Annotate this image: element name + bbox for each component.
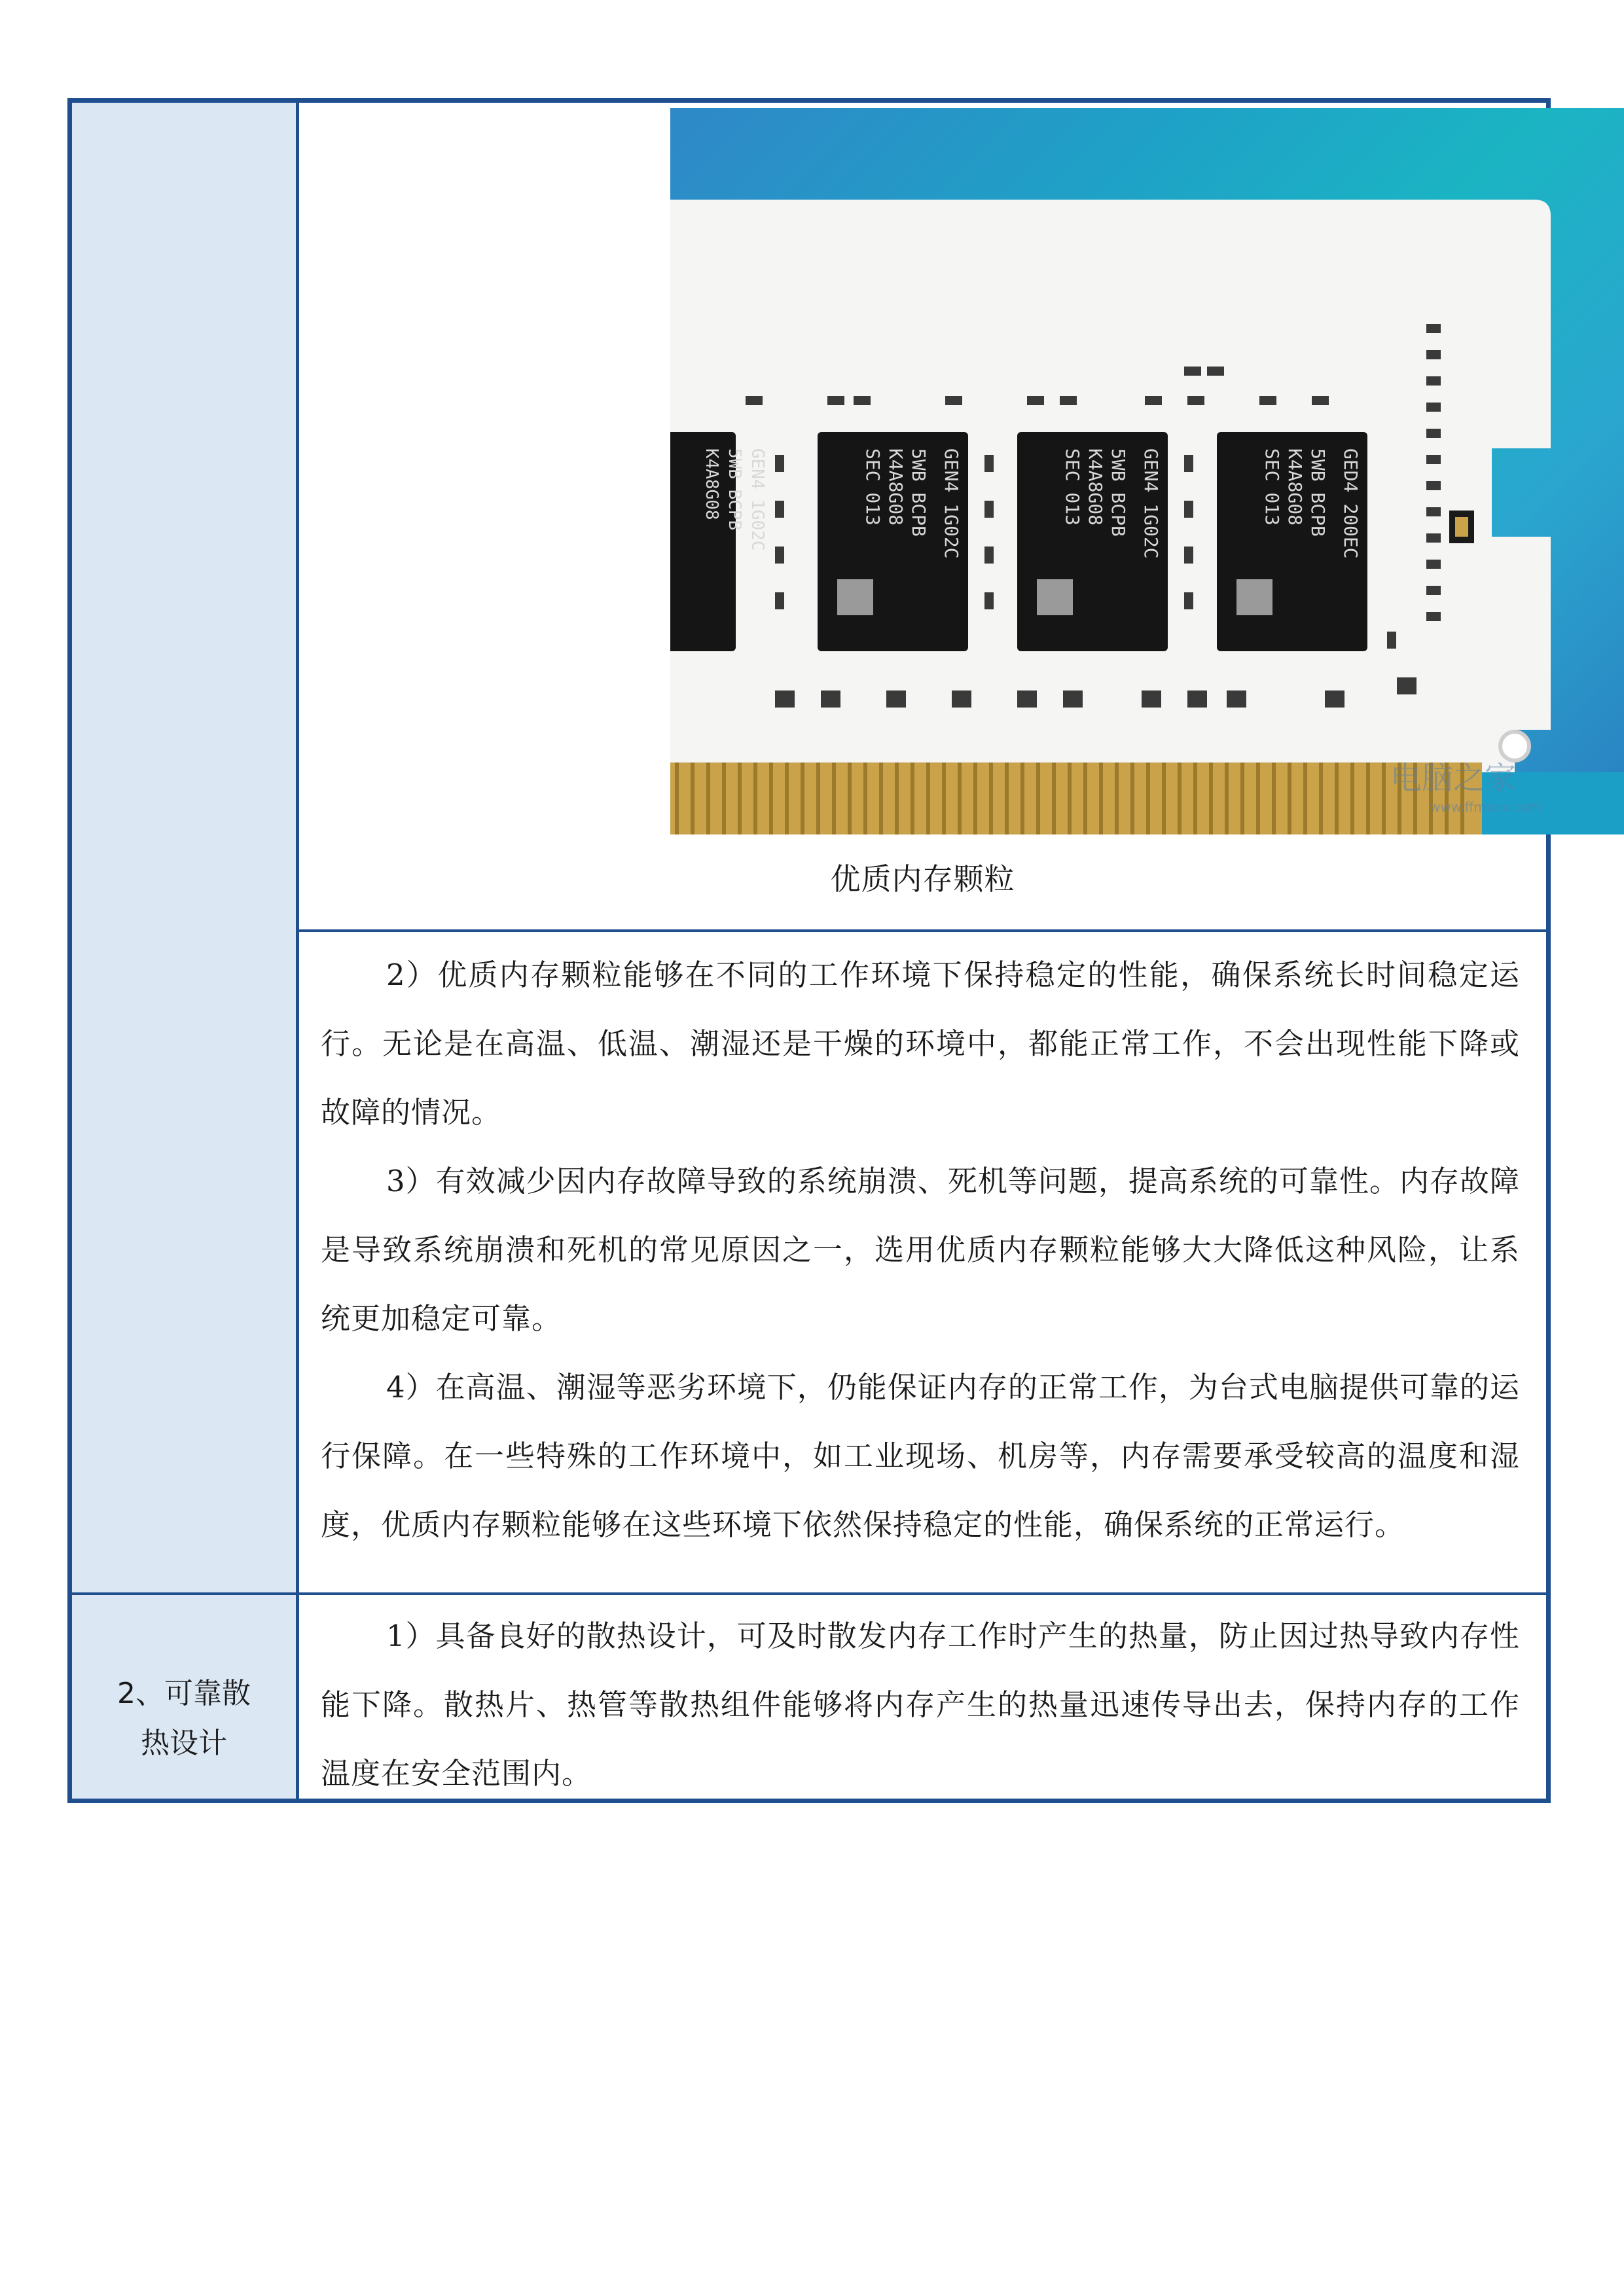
row-divider-image bbox=[299, 929, 1546, 932]
chip-2 bbox=[818, 432, 968, 651]
label-column bbox=[72, 103, 296, 1799]
image-cell bbox=[299, 103, 1546, 929]
chip-4-datamatrix bbox=[1236, 579, 1272, 615]
watermark-text: 电脑之家 bbox=[1390, 760, 1517, 797]
row2-text-cell bbox=[321, 1602, 1520, 1808]
chip-3-line1: SEC 013 bbox=[1062, 448, 1083, 526]
chip-1-line3: GEN4 1G02C bbox=[748, 448, 767, 551]
row-divider-section bbox=[72, 1592, 1546, 1595]
chip-2-line2: K4A8G08 bbox=[885, 448, 907, 526]
chip-2-line4: GEN4 1G02C bbox=[941, 448, 962, 559]
paragraph-3: 3）有效减少因内存故障导致的系统崩溃、死机等问题，提高系统的可靠性。内存故障是导致系统崩溃和死机的常见原因之一，选用优质内存颗粒能够大大降低这种风险，让系统更加稳定可靠。 bbox=[321, 1164, 1520, 1336]
row2-paragraph-1: 1）具备良好的散热设计，可及时散发内存工作时产生的热量，防止因过热导致内存性能下降。散热片、热管等散热组件能够将内存产生的热量迅速传导出去，保持内存的工作温度在安全范围内。 bbox=[321, 1619, 1520, 1791]
chip-3-datamatrix bbox=[1037, 579, 1073, 615]
chip-1-line2: 5WB BCPB bbox=[725, 448, 744, 531]
chip-4-line4: GED4 200EC bbox=[1340, 448, 1362, 559]
row1-text-cell bbox=[321, 941, 1520, 1559]
gold-contacts bbox=[670, 762, 1482, 834]
chip-3 bbox=[1017, 432, 1168, 651]
paragraph-4: 4）在高温、潮湿等恶劣环境下，仍能保证内存的正常工作，为台式电脑提供可靠的运行保障。在一些特殊的工作环境中，如工业现场、机房等，内存需要承受较高的温度和湿度，优质内存颗粒能够在这些环境下依然保持稳定的性能，确保系统的正常运行。 bbox=[321, 1370, 1520, 1542]
row2-label-line1: 2、可靠散 bbox=[117, 1677, 251, 1710]
row2-label bbox=[72, 1669, 296, 1768]
image-caption: 优质内存颗粒 bbox=[830, 861, 1015, 897]
chip-4 bbox=[1217, 432, 1367, 651]
mounting-hole bbox=[1500, 732, 1529, 761]
chip-2-line1: SEC 013 bbox=[862, 448, 884, 526]
chip-4-line3: 5WB BCPB bbox=[1307, 448, 1329, 537]
chip-3-line3: 5WB BCPB bbox=[1108, 448, 1129, 537]
ram-illustration bbox=[670, 108, 1624, 834]
chip-2-datamatrix bbox=[837, 579, 873, 615]
chip-3-line4: GEN4 1G02C bbox=[1140, 448, 1162, 559]
chip-3-line2: K4A8G08 bbox=[1085, 448, 1106, 526]
watermark-url: www.ffmxxx.com bbox=[1430, 799, 1542, 815]
chip-1-line1: K4A8G08 bbox=[702, 448, 721, 520]
content-table bbox=[67, 98, 1551, 1803]
row2-label-line2: 热设计 bbox=[141, 1727, 227, 1760]
chip-4-line2: K4A8G08 bbox=[1284, 448, 1306, 526]
chip-4-line1: SEC 013 bbox=[1261, 448, 1283, 526]
memory-module-photo bbox=[670, 108, 1624, 834]
paragraph-2: 2）优质内存颗粒能够在不同的工作环境下保持稳定的性能，确保系统长时间稳定运行。无论是在高温、低温、潮湿还是干燥的环境中，都能正常工作，不会出现性能下降或故障的情况。 bbox=[321, 958, 1520, 1130]
chip-2-line3: 5WB BCPB bbox=[908, 448, 929, 537]
